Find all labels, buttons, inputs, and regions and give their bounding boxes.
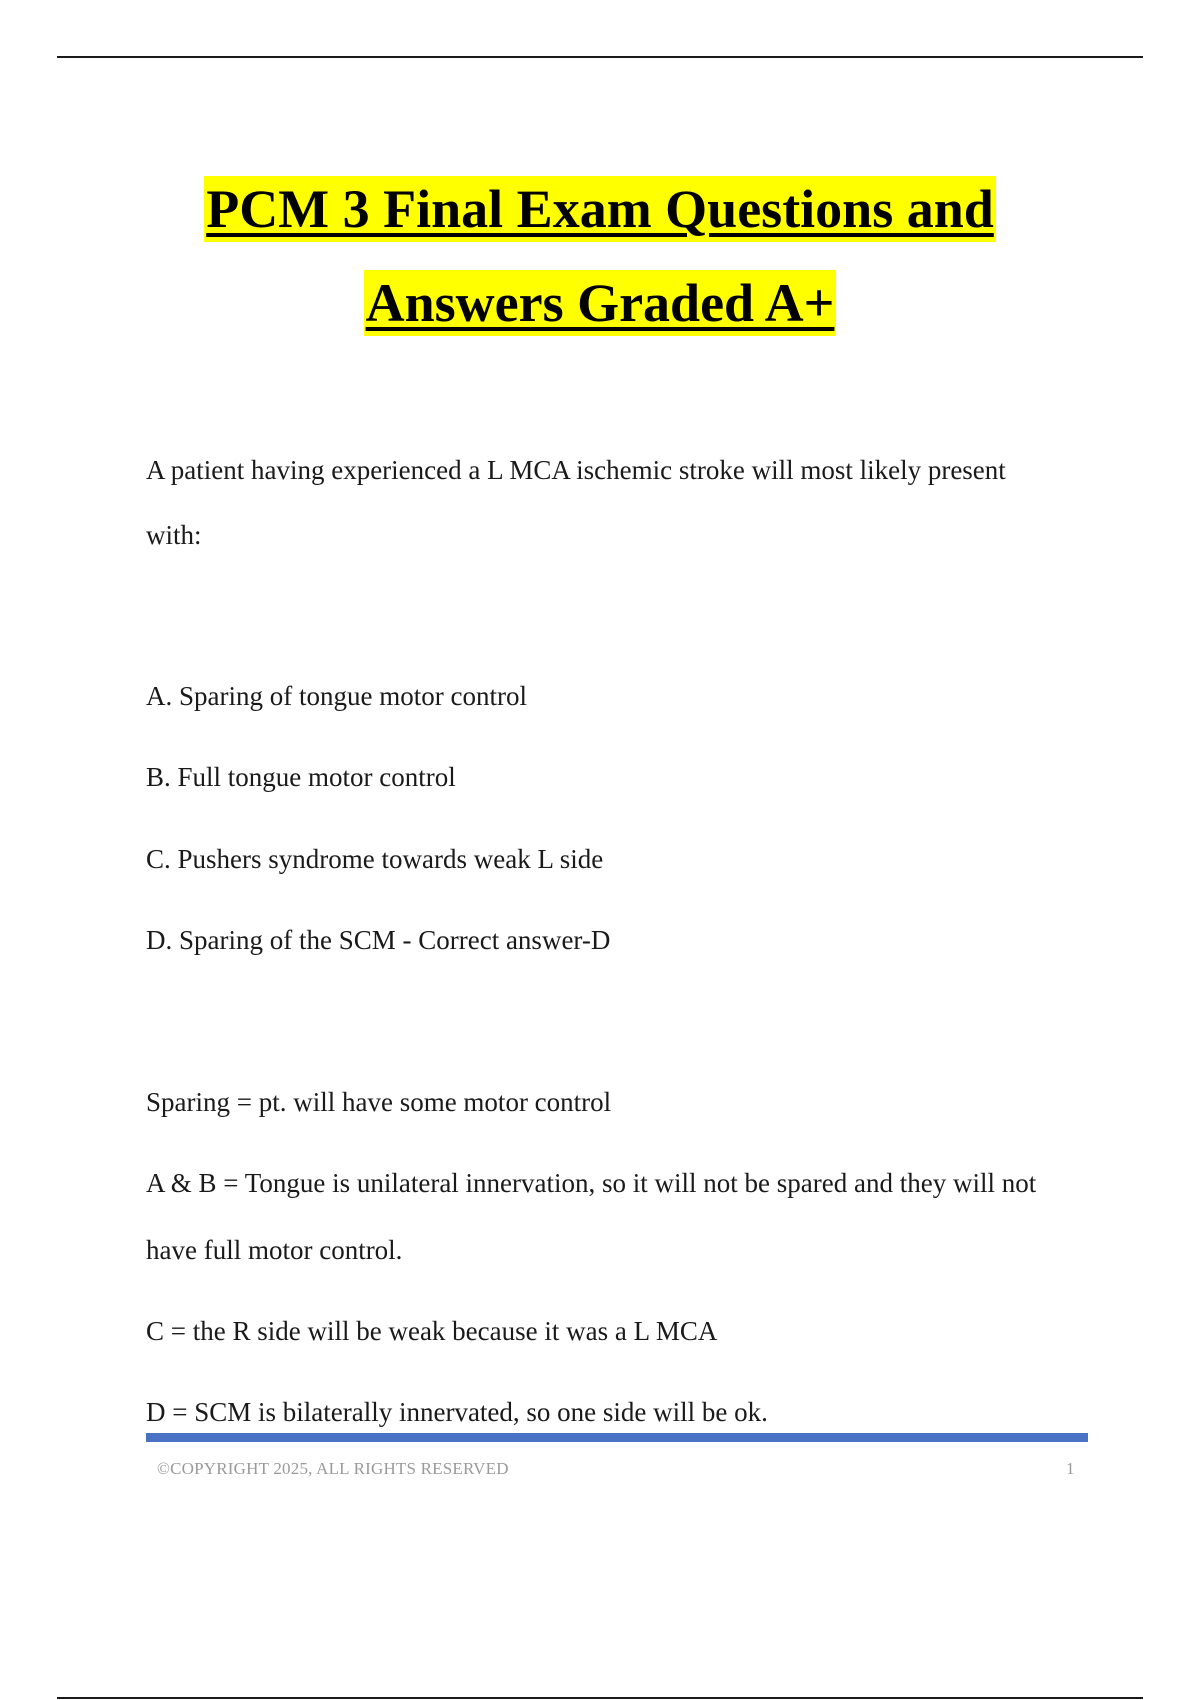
explanation-c: C = the R side will be weak because it was a L MCA: [146, 1316, 718, 1346]
title-line-2: Answers Graded A+: [364, 270, 837, 336]
footer-page-number: 1: [1066, 1459, 1075, 1478]
page-title: [0, 176, 1200, 336]
option-b: B. Full tongue motor control: [146, 762, 456, 792]
explanation-sparing: Sparing = pt. will have some motor control: [146, 1087, 612, 1117]
explanation-ab-line-2: have full motor control.: [146, 1235, 403, 1265]
explanation-ab-line-1: A & B = Tongue is unilateral innervation, so it will not be spared and they will not: [146, 1168, 1037, 1198]
question-text-line-2: with:: [146, 520, 202, 550]
bottom-divider-line: [57, 1697, 1143, 1699]
option-c: C. Pushers syndrome towards weak L side: [146, 844, 604, 874]
question-text-line-1: A patient having experienced a L MCA ischemic stroke will most likely present: [146, 455, 1006, 485]
footer-bar: [146, 1433, 1088, 1442]
title-line-1: PCM 3 Final Exam Questions and: [204, 176, 996, 242]
option-a: A. Sparing of tongue motor control: [146, 681, 527, 711]
explanation-d: D = SCM is bilaterally innervated, so one side will be ok.: [146, 1397, 768, 1427]
footer-copyright: ©COPYRIGHT 2025, ALL RIGHTS RESERVED: [157, 1459, 509, 1478]
top-divider-line: [57, 56, 1143, 58]
option-d-correct-answer: D. Sparing of the SCM - Correct answer-D: [146, 925, 611, 955]
